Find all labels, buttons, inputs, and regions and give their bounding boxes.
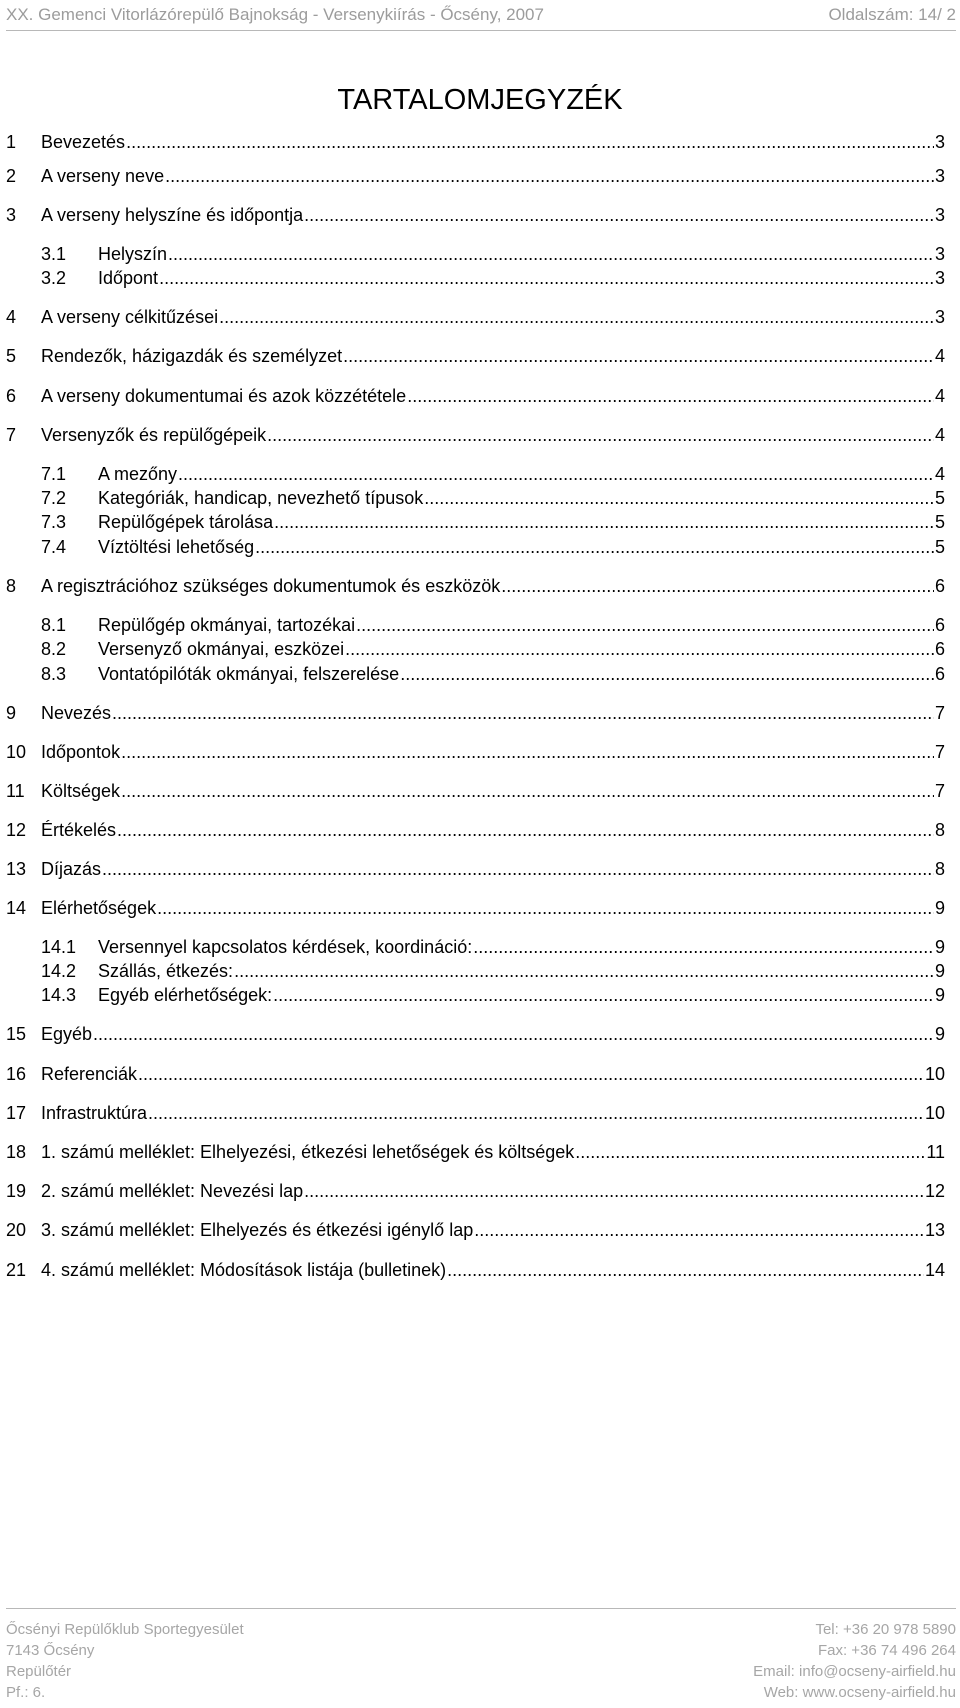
dot-leader (148, 1101, 924, 1125)
toc-entry-page: 5 (934, 537, 945, 557)
dot-leader (255, 535, 934, 559)
dot-leader (274, 510, 934, 534)
toc-entry[interactable] (0, 242, 960, 266)
toc-entry-label: A regisztrációhoz szükséges dokumentumok és eszközök (41, 576, 501, 596)
toc-entry-label: Versenyzők és repülőgépeik (41, 425, 267, 445)
footer-contacts (753, 1619, 956, 1703)
page-footer (6, 1608, 956, 1701)
toc-entry-number: 17 (6, 1103, 27, 1123)
toc-entry-number: 8 (6, 576, 17, 596)
toc-entry-number: 14.1 (41, 937, 77, 957)
toc-entry[interactable] (0, 384, 960, 408)
toc-entry-page: 6 (934, 639, 945, 659)
toc-entry-number: 4 (6, 307, 17, 327)
toc-entry-label: A mezőny (98, 464, 178, 484)
toc-entry-label: 2. számú melléklet: Nevezési lap (41, 1181, 304, 1201)
toc-entry[interactable] (0, 486, 960, 510)
toc-entry-line (41, 779, 945, 803)
toc-entry-label: Versenyző okmányai, eszközei (98, 639, 345, 659)
toc-entry-line (41, 574, 945, 598)
toc-entry-number: 2 (6, 166, 17, 186)
toc-entry-number: 19 (6, 1181, 27, 1201)
toc-entry[interactable] (0, 423, 960, 447)
toc-entry-label: Értékelés (41, 820, 117, 840)
toc-entry-line (41, 384, 945, 408)
toc-entry-page: 10 (924, 1064, 945, 1084)
toc-entry-number: 7 (6, 425, 17, 445)
dot-leader (473, 935, 934, 959)
toc-entry-number: 7.1 (41, 464, 67, 484)
toc-entry-page: 3 (934, 244, 945, 264)
toc-entry-line (41, 130, 945, 154)
toc-entry-page: 6 (934, 615, 945, 635)
footer-line: Repülőtér (6, 1663, 72, 1680)
toc-entry-line (98, 266, 945, 290)
toc-entry-page: 3 (934, 205, 945, 225)
toc-entry-line (41, 1062, 945, 1086)
toc-entry-page: 9 (934, 985, 945, 1005)
toc-entry-line (98, 613, 945, 637)
toc-entry-line (41, 344, 945, 368)
dot-leader (168, 242, 934, 266)
toc-entry-line (98, 983, 945, 1007)
toc-entry-page: 5 (934, 512, 945, 532)
toc-entry-line (41, 203, 945, 227)
toc-entry-number: 6 (6, 386, 17, 406)
toc-entry-number: 10 (6, 742, 27, 762)
toc-entry-number: 7.2 (41, 488, 67, 508)
dot-leader (126, 130, 934, 154)
toc-entry-page: 7 (934, 781, 945, 801)
toc-entry-number: 9 (6, 703, 17, 723)
page-header (6, 4, 956, 26)
toc-entry-line (41, 1179, 945, 1203)
toc-entry-number: 14 (6, 898, 27, 918)
toc-entry-page: 8 (934, 820, 945, 840)
toc-entry-label: Vontatópilóták okmányai, felszerelése (98, 664, 400, 684)
toc-entry-page: 9 (934, 961, 945, 981)
toc-entry-page: 12 (924, 1181, 945, 1201)
toc-entry-label: Repülőgépek tárolása (98, 512, 274, 532)
toc-entry-label: Időpont (98, 268, 159, 288)
dot-leader (304, 203, 934, 227)
footer-web: Web: www.ocseny-airfield.hu (763, 1684, 956, 1701)
header-divider (6, 30, 956, 31)
toc-entry-number: 7.3 (41, 512, 67, 532)
toc-entry-label: Egyéb elérhetőségek: (98, 985, 273, 1005)
toc-entry-number: 3.2 (41, 268, 67, 288)
toc-title: TARTALOMJEGYZÉK (337, 84, 623, 116)
toc-entry-label: A verseny neve (41, 166, 165, 186)
toc-entry[interactable] (0, 130, 960, 154)
toc-entry-line (41, 423, 945, 447)
toc-entry-line (98, 462, 945, 486)
toc-entry-number: 16 (6, 1064, 27, 1084)
toc-entry-number: 13 (6, 859, 27, 879)
toc-entry-number: 15 (6, 1024, 27, 1044)
dot-leader (273, 983, 934, 1007)
toc-entry[interactable] (0, 857, 960, 881)
toc-entry-line (98, 935, 945, 959)
dot-leader (121, 779, 934, 803)
dot-leader (304, 1179, 924, 1203)
toc-entry[interactable] (0, 344, 960, 368)
toc-entry-number: 5 (6, 346, 17, 366)
dot-leader (474, 1218, 924, 1242)
footer-address (6, 1619, 244, 1703)
toc-entry[interactable] (0, 164, 960, 188)
toc-entry-page: 4 (934, 425, 945, 445)
toc-entry-number: 12 (6, 820, 27, 840)
dot-leader (219, 305, 934, 329)
toc-entry[interactable] (0, 462, 960, 486)
toc-entry[interactable] (0, 896, 960, 920)
footer-line: 7143 Őcsény (6, 1642, 95, 1659)
toc-entry[interactable] (0, 1140, 960, 1164)
toc-entry-label: Szállás, étkezés: (98, 961, 234, 981)
toc-entry-label: Repülőgép okmányai, tartozékai (98, 615, 356, 635)
toc-entry-label: Versennyel kapcsolatos kérdések, koordináció: (98, 937, 473, 957)
toc-entry-number: 18 (6, 1142, 27, 1162)
toc-entry[interactable] (0, 662, 960, 686)
toc-entry[interactable] (0, 637, 960, 661)
toc-entry-number: 14.3 (41, 985, 77, 1005)
toc-entry-page: 7 (934, 742, 945, 762)
toc-entry-page: 13 (924, 1220, 945, 1240)
toc-entry[interactable] (0, 1062, 960, 1086)
toc-entry[interactable] (0, 266, 960, 290)
toc-entry[interactable] (0, 701, 960, 725)
toc-entry-label: 1. számú melléklet: Elhelyezési, étkezési lehetőségek és költségek (41, 1142, 575, 1162)
toc-entry-page: 6 (934, 664, 945, 684)
toc-entry-line (41, 740, 945, 764)
toc-entry-label: Nevezés (41, 703, 112, 723)
document-title: XX. Gemenci Vitorlázórepülő Bajnokság - Versenykiírás - Őcsény, 2007 (6, 5, 544, 24)
toc-entry-number: 8.3 (41, 664, 67, 684)
toc-entry-line (41, 1022, 945, 1046)
toc-entry-line (41, 701, 945, 725)
toc-entry-line (41, 164, 945, 188)
footer-line: Pf.: 6. (6, 1684, 46, 1701)
toc-entry-page: 4 (934, 346, 945, 366)
toc-entry-label: Infrastruktúra (41, 1103, 148, 1123)
dot-leader (447, 1258, 924, 1282)
toc-entry[interactable] (0, 1022, 960, 1046)
toc-entry-page: 14 (924, 1260, 945, 1280)
toc-entry-label: Bevezetés (41, 132, 126, 152)
toc-entry[interactable] (0, 574, 960, 598)
toc-entry-label: Elérhetőségek (41, 898, 157, 918)
dot-leader (343, 344, 934, 368)
toc-entry[interactable] (0, 510, 960, 534)
toc-entry-label: Díjazás (41, 859, 102, 879)
toc-entry-label: Helyszín (98, 244, 168, 264)
toc-entry-line (98, 486, 945, 510)
dot-leader (267, 423, 934, 447)
toc-entry[interactable] (0, 779, 960, 803)
toc-entry[interactable] (0, 1101, 960, 1125)
page-number: Oldalszám: 14/ 2 (828, 5, 956, 24)
dot-leader (112, 701, 934, 725)
toc-entry-label: A verseny helyszíne és időpontja (41, 205, 304, 225)
toc-entry-page: 6 (934, 576, 945, 596)
toc-entry[interactable] (0, 1258, 960, 1282)
toc-entry-label: Referenciák (41, 1064, 138, 1084)
dot-leader (407, 384, 934, 408)
toc-entry-label: Időpontok (41, 742, 121, 762)
toc-entry[interactable] (0, 818, 960, 842)
toc-entry-line (41, 818, 945, 842)
toc-entry-page: 7 (934, 703, 945, 723)
toc-entry[interactable] (0, 613, 960, 637)
dot-leader (178, 462, 934, 486)
toc-entry-page: 10 (924, 1103, 945, 1123)
toc-entry-page: 9 (934, 937, 945, 957)
toc-entry-label: Rendezők, házigazdák és személyzet (41, 346, 343, 366)
dot-leader (159, 266, 934, 290)
toc-entry-label: 3. számú melléklet: Elhelyezés és étkezési igénylő lap (41, 1220, 474, 1240)
toc-entry[interactable] (0, 305, 960, 329)
toc-entry-page: 3 (934, 132, 945, 152)
toc-entry-line (41, 1258, 945, 1282)
dot-leader (345, 637, 934, 661)
footer-line: Őcsényi Repülőklub Sportegyesület (6, 1621, 244, 1638)
toc-entry[interactable] (0, 203, 960, 227)
toc-entry[interactable] (0, 959, 960, 983)
toc-entry-line (41, 1101, 945, 1125)
toc-entry-line (41, 896, 945, 920)
toc-entry-line (41, 305, 945, 329)
footer-email: Email: info@ocseny-airfield.hu (753, 1663, 956, 1680)
toc-entry-page: 5 (934, 488, 945, 508)
toc-entry-page: 3 (934, 307, 945, 327)
toc-entry-page: 9 (934, 1024, 945, 1044)
toc-entry-line (41, 857, 945, 881)
dot-leader (117, 818, 934, 842)
toc-entry[interactable] (0, 1179, 960, 1203)
footer-phone: Tel: +36 20 978 5890 (815, 1621, 956, 1638)
toc-entry-page: 3 (934, 166, 945, 186)
dot-leader (102, 857, 934, 881)
toc-entry-number: 7.4 (41, 537, 67, 557)
toc-entry-number: 11 (6, 781, 25, 801)
toc-entry-line (98, 637, 945, 661)
dot-leader (424, 486, 934, 510)
toc-entry-number: 21 (6, 1260, 27, 1280)
toc-entry-line (41, 1218, 945, 1242)
toc-entry-number: 3.1 (41, 244, 67, 264)
toc-entry-page: 4 (934, 464, 945, 484)
toc-entry[interactable] (0, 740, 960, 764)
toc-entry-label: Költségek (41, 781, 121, 801)
toc-entry-number: 8.2 (41, 639, 67, 659)
toc-entry[interactable] (0, 935, 960, 959)
toc-entry[interactable] (0, 983, 960, 1007)
toc-entry-label: A verseny dokumentumai és azok közzététele (41, 386, 407, 406)
toc-entry-number: 20 (6, 1220, 27, 1240)
toc-entry-page: 3 (934, 268, 945, 288)
dot-leader (138, 1062, 924, 1086)
toc-entry-page: 9 (934, 898, 945, 918)
dot-leader (165, 164, 934, 188)
toc-entry-line (41, 1140, 945, 1164)
toc-entry-page: 4 (934, 386, 945, 406)
toc-entry-page: 11 (926, 1142, 945, 1162)
dot-leader (157, 896, 934, 920)
toc-entry-label: A verseny célkitűzései (41, 307, 219, 327)
toc-entry-label: 4. számú melléklet: Módosítások listája (bulletinek) (41, 1260, 447, 1280)
toc-entry-number: 14.2 (41, 961, 77, 981)
toc-entry[interactable] (0, 535, 960, 559)
dot-leader (121, 740, 934, 764)
dot-leader (501, 574, 934, 598)
toc-entry-number: 1 (6, 132, 17, 152)
dot-leader (356, 613, 934, 637)
toc-entry-page: 8 (934, 859, 945, 879)
toc-entry-line (98, 242, 945, 266)
toc-entry-label: Kategóriák, handicap, nevezhető típusok (98, 488, 424, 508)
dot-leader (575, 1140, 925, 1164)
toc-entry-line (98, 959, 945, 983)
toc-entry-line (98, 510, 945, 534)
toc-entry-label: Egyéb (41, 1024, 93, 1044)
dot-leader (234, 959, 934, 983)
dot-leader (93, 1022, 934, 1046)
dot-leader (400, 662, 934, 686)
footer-fax: Fax: +36 74 496 264 (817, 1642, 956, 1659)
toc-entry[interactable] (0, 1218, 960, 1242)
toc-entry-number: 8.1 (41, 615, 67, 635)
toc-entry-label: Víztöltési lehetőség (98, 537, 255, 557)
toc-entry-line (98, 662, 945, 686)
toc-entry-number: 3 (6, 205, 17, 225)
toc-entry-line (98, 535, 945, 559)
